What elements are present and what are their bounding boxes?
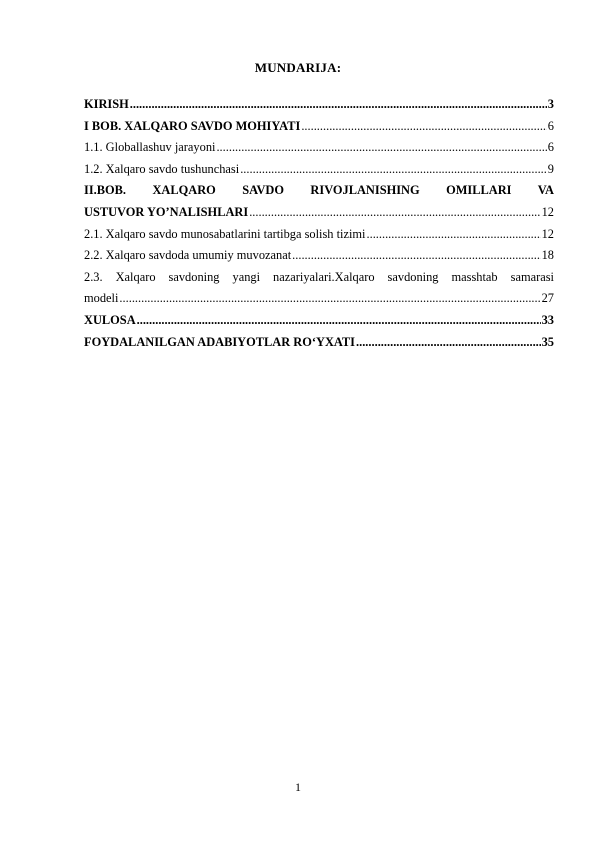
toc-leader-dots <box>130 94 547 116</box>
toc-entry-page: 35 <box>541 334 554 349</box>
toc-entry-label-line-1: 2.3. Xalqaro savdoning yangi nazariyalari.Xalqaro savdoning masshtab samarasi <box>84 269 554 284</box>
toc-leader-dots <box>249 202 540 224</box>
toc-entry-section-2-2[interactable] <box>84 245 554 267</box>
toc-entry-section-2-1[interactable] <box>84 224 554 246</box>
toc-entry-page: 3 <box>547 97 554 111</box>
toc-entry-label-line-1: II.BOB. XALQARO SAVDO RIVOJLANISHING OMILLARI VA <box>84 183 554 198</box>
toc-leader-dots <box>367 224 541 246</box>
toc-entry-section-1-2[interactable] <box>84 159 554 181</box>
toc-leader-dots <box>240 159 547 181</box>
toc-entry-page: 18 <box>541 248 554 263</box>
toc-entry-label: KIRISH <box>84 97 129 111</box>
toc-entry-label: modeli <box>84 291 119 306</box>
toc-entry-xulosa[interactable] <box>84 310 554 332</box>
toc-entry-page: 12 <box>541 226 554 241</box>
toc-entry-chapter-2[interactable] <box>84 180 554 223</box>
toc-title: MUNDARIJA: <box>254 60 342 75</box>
toc-entry-section-1-1[interactable] <box>84 137 554 159</box>
toc-entry-label: XULOSA <box>84 312 136 327</box>
toc-leader-dots <box>119 288 540 310</box>
toc-entry-references[interactable] <box>84 332 554 354</box>
page-number: 1 <box>295 780 301 794</box>
toc-entry-page: 33 <box>541 312 554 327</box>
toc-leader-dots <box>137 310 541 332</box>
toc-leader-dots <box>292 245 540 267</box>
toc-entry-label: 2.2. Xalqaro savdoda umumiy muvozanat <box>84 248 292 263</box>
toc-entry-label: 1.2. Xalqaro savdo tushunchasi <box>84 161 240 176</box>
toc-entry-label: USTUVOR YO’NALISHLARI <box>84 204 249 219</box>
toc-leader-dots <box>216 137 546 159</box>
toc-entry-chapter-1[interactable] <box>84 116 554 138</box>
toc-entry-page: 12 <box>541 204 554 219</box>
toc-entry-label: 2.1. Xalqaro savdo munosabatlarini tartibga solish tizimi <box>84 226 366 241</box>
toc-leader-dots <box>301 116 546 138</box>
toc-entry-page: 27 <box>541 291 554 306</box>
toc-entry-kirish[interactable] <box>84 94 554 116</box>
table-of-contents <box>84 94 554 353</box>
toc-entry-label: 1.1. Globallashuv jarayoni <box>84 140 216 155</box>
toc-entry-page: 9 <box>547 161 554 176</box>
toc-leader-dots <box>356 332 541 354</box>
toc-entry-section-2-3[interactable] <box>84 267 554 310</box>
toc-entry-page: 6 <box>547 118 554 133</box>
toc-entry-label: I BOB. XALQARO SAVDO MOHIYATI <box>84 118 301 133</box>
toc-entry-page: 6 <box>547 140 554 155</box>
toc-entry-label: FOYDALANILGAN ADABIYOTLAR RO‘YXATI <box>84 334 356 349</box>
